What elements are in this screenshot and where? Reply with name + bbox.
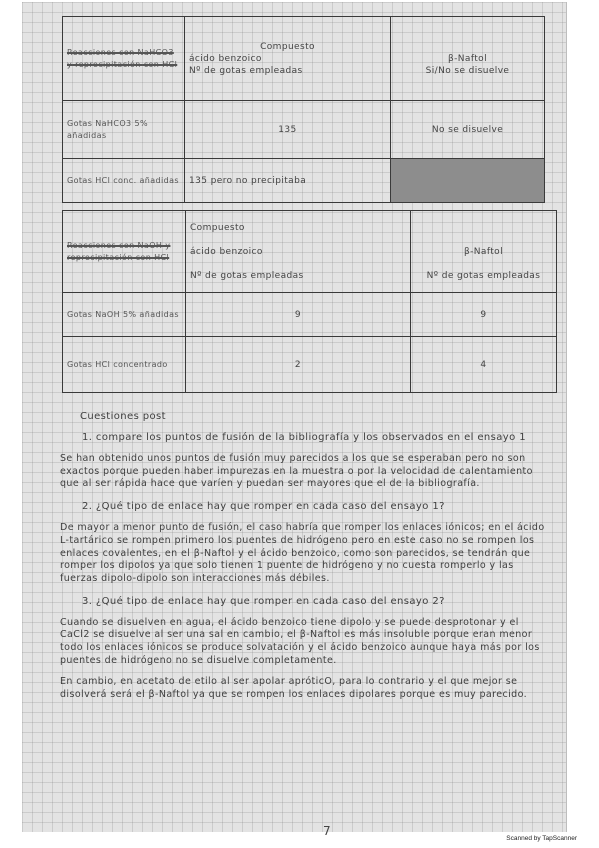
header-compound-name: ácido benzoico (189, 53, 262, 64)
table1-col1-header (185, 17, 391, 101)
table1-row1-col1: 135 (185, 101, 391, 159)
table1-rowhead: Reacciones con NaHCO3 y reprecipitación con HCl (63, 17, 185, 101)
table2-row2-label: Gotas HCl concentrado (63, 337, 186, 393)
page-number: 7 (323, 824, 332, 838)
header-compound-name: β-Naftol (464, 246, 503, 257)
table2-row1-col2: 9 (411, 293, 557, 337)
results-table-naoh (62, 210, 557, 393)
table2-row2-col2: 4 (411, 337, 557, 393)
header-dissolves: Si/No se disuelve (425, 65, 510, 76)
table1-col2-header (391, 17, 545, 101)
questions-heading: Cuestiones post (80, 411, 166, 422)
table1-row1-label: Gotas NaHCO3 5% añadidas (63, 101, 185, 159)
table2-col1-header (186, 211, 411, 293)
table2-rowhead: Reacciones con NaOH y reprecipitación con HCl (63, 211, 186, 293)
header-compound: Compuesto (190, 222, 245, 233)
scanner-watermark: Scanned by TapScanner (506, 835, 577, 842)
header-compound-name: ácido benzoico (190, 246, 263, 257)
answer-3a: Cuando se disuelven en agua, el ácido benzoico tiene dipolo y se puede desprotonar y el CaCl2 se disuelve al ser una sal en cambio, el β-Naftol es más insoluble porque eran menor todo los enlaces iónicos se produce solvatación y el ácido benzoico aunque haya más por los puentes de hidrógeno no se disuelve completamente. (60, 616, 540, 666)
header-drops: Nº de gotas empleadas (189, 65, 303, 76)
header-compound: Compuesto (260, 41, 315, 52)
header-compound-name: β-Naftol (448, 53, 487, 64)
table2-row1-label: Gotas NaOH 5% añadidas (63, 293, 186, 337)
questions-section (60, 410, 546, 711)
table1-row1-col2: No se disuelve (391, 101, 545, 159)
question-3: 3. ¿Qué tipo de enlace hay que romper en cada caso del ensayo 2? (82, 595, 445, 607)
header-drops: Nº de gotas empleadas (190, 270, 304, 281)
answer-3b: En cambio, en acetato de etilo al ser apolar apróticO, para lo contrario y el que mejor se disolverá será el β-Naftol ya que se rompen los enlaces dipolares porque es muy parecido. (60, 676, 528, 701)
results-table-nahco3 (62, 16, 545, 203)
question-1: 1. compare los puntos de fusión de la bibliografía y los observados en el ensayo 1 (82, 432, 526, 443)
table2-row2-col1: 2 (186, 337, 411, 393)
table2-row1-col1: 9 (186, 293, 411, 337)
table1-row2-col1: 135 pero no precipitaba (185, 159, 391, 203)
question-2: 2. ¿Qué tipo de enlace hay que romper en cada caso del ensayo 1? (82, 501, 445, 513)
table2-col2-header (411, 211, 557, 293)
answer-2: De mayor a menor punto de fusión, el caso habría que romper los enlaces iónicos; en el ácido L-tartárico se rompen primero los puentes de hidrógeno pero en este caso no se rompen los enlaces covalentes, en el β-Naftol y el ácido benzoico, como son parecidos, se tendrán que romper los dipolos ya que solo tienen 1 puente de hidrógeno y no cuesta romperlo y las fuerzas dipolo-dipolo son interacciones más débiles. (60, 522, 545, 584)
table1-row2-label: Gotas HCl conc. añadidas (63, 159, 185, 203)
header-drops: Nº de gotas empleadas (426, 270, 541, 281)
answer-1: Se han obtenido unos puntos de fusión muy parecidos a los que se esperaban pero no son exactos porque pueden haber impurezas en la muestra o por la velocidad de calentamiento que al ser rápida hace que varíen y puedan ser mayores que el de la bibliografía. (60, 453, 533, 490)
table1-row2-col2 (391, 159, 545, 203)
